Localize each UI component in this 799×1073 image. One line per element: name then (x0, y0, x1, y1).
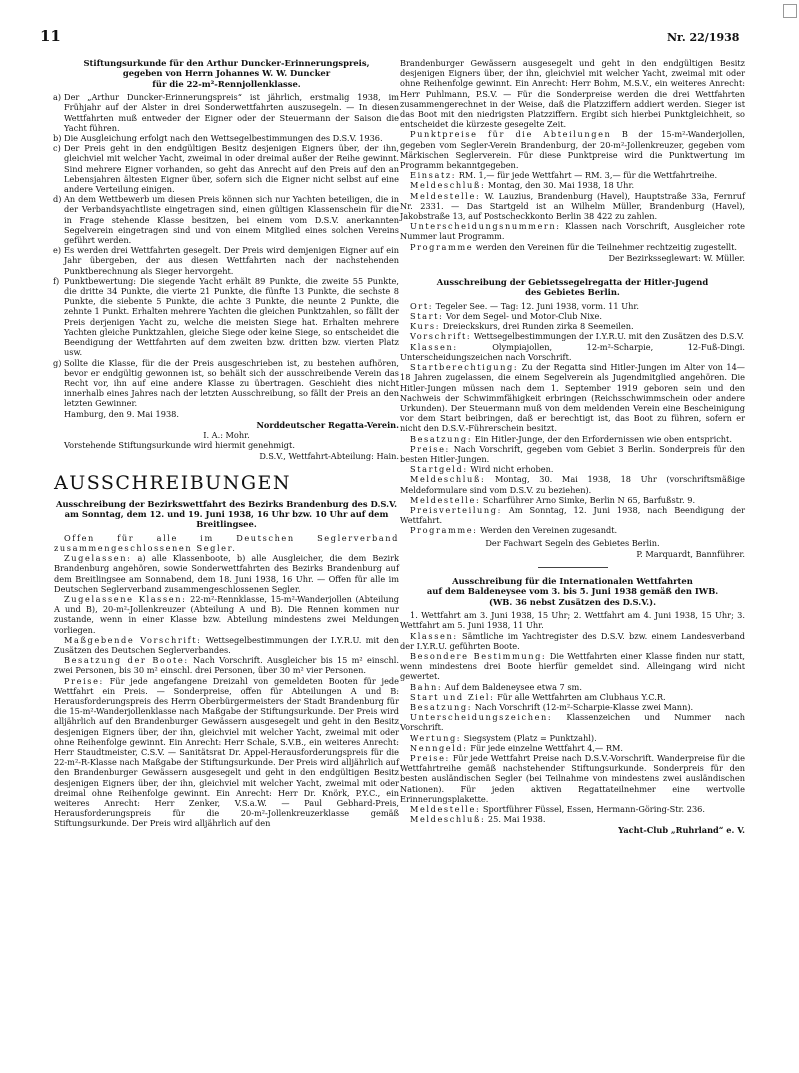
s3-title-line: des Gebietes Berlin. (525, 287, 620, 298)
paragraph-key: Start: (410, 311, 444, 322)
cont-sig: Der Bezirksseglewart: W. Müller. (608, 252, 745, 263)
paragraph-key: Unterscheidungszeichen: (410, 712, 553, 723)
paragraph-key: Startgeld: (410, 464, 468, 475)
paragraph (400, 180, 745, 190)
section-heading: AUSSCHREIBUNGEN (54, 471, 291, 494)
paragraph (400, 753, 745, 804)
paragraph (400, 631, 745, 651)
paragraph (400, 434, 745, 444)
paragraph-text: Montag, den 30. Mai 1938, 18 Uhr. (485, 180, 635, 191)
paragraph (400, 733, 745, 743)
page-number: 11 (40, 27, 61, 45)
paragraph (400, 170, 745, 180)
issue-number: Nr. 22/1938 (667, 31, 740, 44)
paragraph-key: Meldeschluß: (410, 814, 486, 825)
left-column (54, 58, 399, 829)
s3-title (400, 277, 745, 298)
list-item-text: Der Preis geht in den endgültigen Besitz desjenigen Eigners über, der ihn, gleichviel mit welcher Yacht, zweimal in oder dreimal außer der Reihe gewinnt. Sind mehrere Eigner vorhanden, so geht das Anrecht auf den Preis auf den an Lebensjahren ältesten Eigner über, sofern sich die Eigner nicht selbst auf eine andere Verteilung einigen. (64, 143, 399, 195)
paragraph-text: Tegeler See. — Tag: 12. Juni 1938, vorm. 11 Uhr. (433, 300, 639, 311)
paragraph-key: Meldestelle: (410, 190, 481, 201)
paragraph-text: Olympiajollen, 12-m²-Scharpie, 12-Fuß-Dingi. Unterscheidungszeichen nach Vorschrift. (400, 341, 745, 362)
list-item-label: e) (53, 245, 62, 256)
paragraph-key: Start und Ziel: (410, 691, 495, 702)
paragraph-text: Ein Hitler-Junge, der den Erfordernissen wie oben entspricht. (472, 433, 732, 444)
paragraph (54, 655, 399, 675)
paragraph-text: Nach Vorschrift. Ausgleicher bis 15 m² einschl. zwei Personen, bis 30 m² einschl. drei Personen, über 30 m² vier Personen. (54, 655, 400, 676)
cont-text: Brandenburger Gewässern ausgesegelt und geht in den endgültigen Besitz desjenigen Eigners über, der ihn, gleichviel mit welcher Yacht, zweimal mit oder ohne Reihenfolge gewinnt. Ein Anrecht: Herr Bohm, M.S.V., ein weiteres Anrecht: Herr Puhlmann, P.S.V. — Für die Sonderpreise werden die drei Wettfahrten zusammengerechnet in der Weise, daß die Platzziffern addiert werden. Sieger ist das Boot mit den niedrigsten Platzziffern. Ergibt sich hierbei Punktgleichheit, so entscheidet die kürzeste gesegelte Zeit. (400, 58, 745, 130)
paragraph-text: Am Sonntag, 12. Juni 1938, nach Beendigung der Wettfahrt. (400, 504, 745, 526)
paragraph-key: Meldeschluß: (410, 474, 486, 485)
paragraph-key: Preise: (64, 675, 104, 686)
s3-sig2: P. Marquardt, Bannführer. (636, 548, 745, 559)
list-item-text: Sollte die Klasse, für die der Preis ausgeschrieben ist, zu bestehen aufhören, bevor er endgültig gewonnen ist, so behält sich der ausschreibende Verein das Recht vor, ihn auf eine andere Klasse zu übertragen. Geschieht dies nicht innerhalb eines Jahres nach der letzten Ausschreibung, so fällt der Preis an den letzten Gewinner. (64, 357, 399, 409)
paragraph (400, 321, 745, 331)
paragraph-key: Bahn: (410, 681, 443, 692)
paragraph (400, 129, 745, 170)
paragraph-text: Wird nicht erhoben. (467, 464, 554, 475)
paragraph-text: Vor dem Segel- und Motor-Club Nixe. (443, 311, 602, 322)
list-item-label: b) (53, 133, 62, 144)
s4-title-line: auf dem Baldeneysee vom 3. bis 5. Juni 1938 gemäß den IWB. (426, 586, 719, 597)
paragraph-text: werden den Vereinen für die Teilnehmer rechtzeitig zugestellt. (473, 241, 737, 252)
s4-club: Yacht-Club „Ruhrland“ e. V. (618, 825, 745, 836)
paragraph-text: Für alle Wettfahrten am Clubhaus Y.C.R. (494, 691, 666, 702)
s1-title-line: für die 22-m²-Rennjollenklasse. (152, 78, 301, 89)
s1-approve: Vorstehende Stiftungsurkunde wird hiermit genehmigt. (64, 440, 295, 451)
paragraph-key: Programme (410, 241, 474, 252)
paragraph-text: Zu der Regatta sind Hitler-Jungen im Alter von 14—18 Jahren zugelassen, die einem Segelverein als Jugendmitglied angehören. Die Hitler-Jungen müssen nach dem 1. September 1919 geboren sein und den Nachweis der Schwimmfähigkeit erbringen (Reichsschwimmschein oder andere Urkunden). Der Steuermann muß von dem meldenden Verein eine Bescheinigung vor dem Start beibringen, daß er berechtigt ist, das Boot zu führen, sofern er nicht den D.S.V.-Führerschein besitzt. (400, 362, 745, 434)
paragraph (54, 594, 399, 635)
paragraph-text: Sportführer Füssel, Essen, Hermann-Göring-Str. 236. (480, 804, 705, 815)
s4-title-line: Ausschreibung für die Internationalen Wettfahrten (452, 575, 693, 586)
paragraph-text: Nach Vorschrift (12-m²-Scharpie-Klasse zwei Mann). (472, 702, 694, 712)
s3-paras (400, 301, 745, 536)
paragraph (400, 682, 745, 692)
paragraph (400, 702, 745, 712)
paragraph (400, 743, 745, 753)
paragraph-key: Klassen: (410, 341, 458, 352)
corner-mark (783, 4, 797, 18)
list-item-text: Der „Arthur Duncker-Erinnerungspreis“ ist jährlich, erstmalig 1938, im Frühjahr auf der Alster in drei Sonderwettfahrten auszusegeln. — In diesen Wettfahrten muß entweder der Eigner oder der Steuermann der Saison die Yacht führen. (64, 92, 399, 133)
divider (538, 567, 608, 568)
paragraph-key: Preise: (410, 443, 450, 454)
paragraph-text: Nach Vorschrift, gegeben vom Gebiet 3 Berlin. Sonderpreis für den besten Hitler-Jungen. (400, 443, 745, 464)
paragraph (400, 651, 745, 682)
s1-title (54, 58, 399, 89)
paragraph-text: Für jede einzelne Wettfahrt 4,— RM. (467, 742, 623, 753)
paragraph-key: Punktpreise für die Abteilungen B (410, 129, 630, 140)
paragraph (400, 362, 745, 433)
list-item-label: d) (53, 194, 62, 205)
list-item-text: Es werden drei Wettfahrten gesegelt. Der Preis wird demjenigen Eigner auf ein Jahr übergeben, der aus diesen Wettfahrten nach der nachstehenden Punktberechnung als Sieger hervorgeht. (64, 245, 399, 276)
paragraph (400, 495, 745, 505)
paragraph (400, 712, 745, 732)
list-item-text: Punktbewertung: Die siegende Yacht erhält 89 Punkte, die zweite 55 Punkte, die dritte 34 Punkte, die vierte 21 Punkte, die fünfte 13 Punkte, die sechste 8 Punkte, die siebente 5 Punkte, die achte 3 Punkte, die neunte 2 Punkte, die zehnte 1 Punkt. Erhalten mehrere Yachten die gleichen Punktzahlen, so fällt der Preis derjenigen Yacht zu, welche die meisten Siege hat. Erhalten mehrere Yachten gleiche Punktzahlen, gleiche Siege oder keine Siege, so entscheidet die Beendigung der Wettfahrten auf dem zweiten bzw. dritten bzw. vierten Platz usw. (64, 275, 399, 358)
s4-title (400, 576, 745, 607)
cont-paras (400, 129, 745, 251)
paragraph-key: Startberechtigung: (410, 362, 519, 373)
paragraph-key: Unterscheidungsnummern: (410, 221, 561, 232)
paragraph-text: Klassenzeichen und Nummer nach Vorschrift. (400, 712, 745, 733)
paragraph (400, 342, 745, 362)
paragraph-text: Wettsegelbestimmungen der I.Y.R.U. mit den Zusätzen des Deutschen Seglerverbandes. (54, 634, 399, 655)
paragraph-key: Besatzung der Boote: (64, 655, 189, 666)
paragraph (400, 692, 745, 702)
s2-title: Ausschreibung der Bezirkswettfahrt des Bezirks Brandenburg des D.S.V. am Sonntag, dem 12. und 19. Juni 1938, 16 Uhr bzw. 10 Uhr auf dem Breitlingsee. (55, 498, 398, 530)
list-item (54, 194, 399, 245)
s1-date: Hamburg, den 9. Mai 1938. (64, 408, 179, 419)
paragraph (400, 525, 745, 535)
s3-title-line: Ausschreibung der Gebietssegelregatta der Hitler-Jugend (436, 277, 709, 288)
paragraph-text: Montag, 30. Mai 1938, 18 Uhr (vorschriftsmäßige Meldeformulare sind vom D.S.V. zu beziehen). (400, 474, 745, 495)
s3-sig1: Der Fachwart Segeln des Gebietes Berlin. (485, 537, 660, 548)
paragraph-text: Wettsegelbestimmungen der I.Y.R.U. mit den Zusätzen des D.S.V. (471, 331, 744, 342)
paragraph (400, 814, 745, 824)
paragraph (400, 311, 745, 321)
paragraph-key: Kurs: (410, 321, 441, 332)
s1-items (54, 92, 399, 408)
paragraph-text: Die Wettfahrten einer Klasse finden nur statt, wenn mindestens drei Boote hierfür gemeldet sind. Alleingang wird nicht gewertet. (400, 650, 745, 682)
paragraph (400, 474, 745, 494)
s4-intro: 1. Wettfahrt am 3. Juni 1938, 15 Uhr; 2. Wettfahrt am 4. Juni 1938, 15 Uhr; 3. Wettfahrt am 5. Juni 1938, 11 Uhr. (400, 610, 745, 631)
paragraph-text: Scharführer Arno Simke, Berlin N 65, Barfußstr. 9. (480, 494, 696, 505)
paragraph-text: 22-m²-Rennklasse, 15-m²-Wanderjollen (Abteilung A und B), 20-m²-Jollenkreuzer (Abteilung A und B). Die Rennen kommen nur zustande, wenn in einer Klasse bzw. Abteilung mindestens zwei Meldungen vorliegen. (54, 593, 399, 635)
paragraph-key: Maßgebende Vorschrift: (64, 634, 202, 645)
list-item (54, 276, 399, 358)
paragraph-text: 25. Mai 1938. (485, 814, 546, 825)
right-column (400, 58, 745, 836)
paragraph-key: Zugelassen: (64, 553, 132, 564)
s2-paras (54, 553, 399, 828)
paragraph-text: a) alle Klassenboote, b) alle Ausgleicher, die dem Bezirk Brandenburg angehören, sowie Sonderwettfahrten des Bezirks Brandenburg auf dem Breitlingsee am Sonnabend, dem 18. Juni 1938, 16 Uhr. — Offen für alle im Deutschen Seglerverband zusammengeschlossenen Segler. (54, 553, 399, 594)
paragraph-key: Besatzung: (410, 433, 473, 444)
s1-ia: I. A.: Mohr. (203, 429, 250, 440)
paragraph-text: Für jede angefangene Dreizahl von gemeldeten Booten für jede Wettfahrt ein Preis. — Sonderpreise, offen für Abteilungen A und B: Herausforderungspreis des Herrn Oberbürgermeisters der Stadt Brandenburg für die 15-m²-Wanderjollenklasse nach Maßgabe der Stiftungsurkunde. Der Preis wird alljährlich auf den Brandenburger Gewässern ausgesegelt und geht in den Besitz desjenigen Eigners über, der ihn, gleichviel mit welcher Yacht, zweimal mit oder ohne Reihenfolge gewinnt. Ein Anrecht: Herr Schale, S.V.B., ein weiteres Anrecht: Herr Staudtmeister, C.S.V. — Sanitätsrat Dr. Appel-Herausforderungspreis für die 22-m²-R-Klasse nach Maßgabe der Stiftungsurkunde. Der Preis wird alljährlich auf den Brandenburger Gewässern ausgesegelt und geht in den endgültigen Besitz desjenigen Eigners über, der ihn, gleichviel mit welcher Yacht, zweimal mit oder dreimal ohne Reihenfolge gewinnt. Ein Anrecht: Herr Dr. Knörk, P.Y.C., ein weiteres Anrecht: Herr Zenker, V.S.a.W. — Paul Gebhard-Preis, Herausforderungspreis für die 20-m²-Jollenkreuzerklasse gemäß Stiftungsurkunde. Der Preis wird alljährlich auf den (54, 675, 399, 829)
s1-dsv: D.S.V., Wettfahrt-Abteilung: Hain. (259, 451, 399, 462)
paragraph-key: Programme: (410, 525, 478, 536)
list-item-text: Die Ausgleichung erfolgt nach den Wettsegelbestimmungen des D.S.V. 1936. (64, 133, 383, 144)
paragraph-key: Zugelassene Klassen: (64, 593, 187, 604)
paragraph (400, 505, 745, 525)
paragraph-text: Werden den Vereinen zugesandt. (477, 525, 618, 536)
paragraph-key: Preisverteilung: (410, 504, 502, 515)
paragraph-text: RM. 1,— für jede Wettfahrt — RM. 3,— für die Wettfahrtreihe. (456, 170, 718, 181)
paragraph (400, 301, 745, 311)
paragraph-key: Besondere Bestimmung: (410, 650, 547, 661)
paragraph-key: Einsatz: (410, 170, 457, 181)
paragraph (400, 221, 745, 241)
s1-title-line: gegeben von Herrn Johannes W. W. Duncker (122, 68, 331, 79)
list-item (54, 143, 399, 194)
paragraph-key: Preise: (410, 753, 450, 764)
list-item-label: a) (53, 92, 62, 103)
paragraph-key: Klassen: (410, 630, 458, 641)
paragraph-text: Sämtliche im Yachtregister des D.S.V. bzw. einem Landesverband der I.Y.R.U. geführten Boote. (400, 630, 745, 651)
s1-club: Norddeutscher Regatta-Verein. (256, 419, 399, 430)
list-item (54, 133, 399, 143)
list-item-label: c) (53, 143, 61, 154)
list-item (54, 92, 399, 133)
list-item-label: g) (53, 357, 62, 368)
s1-title-line: Stiftungsurkunde für den Arthur Duncker-Erinnerungspreis, (83, 58, 370, 68)
paragraph-text: Für jede Wettfahrt Preise nach D.S.V.-Vorschrift. Wanderpreise für die Wettfahrtreihe gemäß nachstehender Stiftungsurkunde. Sonderpreis für den besten ausländischen Segler (bei Teilnahme von mindestens zwei ausländischen Nationen). Für jeden aktiven Regattateilnehmer eine wertvolle Erinnerungsplakette. (400, 753, 745, 804)
paragraph-key: Meldeschluß: (410, 180, 486, 191)
paragraph (400, 464, 745, 474)
paragraph-key: Vorschrift: (410, 331, 472, 342)
paragraph (400, 242, 745, 252)
paragraph (54, 676, 399, 829)
paragraph-text: Klassen nach Vorschrift, Ausgleicher rote Nummer laut Programm. (400, 221, 745, 242)
paragraph-text: Dreieckskurs, drei Runden zirka 8 Seemeilen. (440, 321, 634, 332)
paragraph (400, 331, 745, 341)
paragraph (54, 635, 399, 655)
list-item (54, 358, 399, 409)
s4-title-line: (WB. 36 nebst Zusätzen des D.S.V.). (488, 596, 657, 607)
list-item-text: An dem Wettbewerb um diesen Preis können sich nur Yachten beteiligen, die in der Verbandsyachtliste eingetragen sind, einen gültigen Klassenschein für die in Frage stehende Klasse besitzen, bei einem vom D.S.V. anerkannten Segelverein eingetragen sind und von einem Mitglied eines solchen Vereins geführt werden. (64, 194, 399, 246)
paragraph (400, 804, 745, 814)
s4-paras (400, 631, 745, 825)
paragraph-text: Auf dem Baldeneysee etwa 7 sm. (442, 681, 582, 692)
paragraph (400, 191, 745, 222)
paragraph (54, 553, 399, 594)
paragraph-key: Ort: (410, 300, 434, 311)
paragraph-key: Meldestelle: (410, 494, 481, 505)
paragraph-key: Besatzung: (410, 702, 473, 712)
paragraph-text: Siegsystem (Platz = Punktzahl). (461, 732, 597, 743)
paragraph (400, 444, 745, 464)
list-item-label: f) (53, 275, 60, 286)
paragraph-key: Nenngeld: (410, 742, 468, 753)
paragraph-key: Meldestelle: (410, 804, 481, 815)
s2-intro: Offen für alle im Deutschen Seglerverband zusammengeschlossenen Segler. (54, 532, 399, 553)
paragraph-text: W. Lauzius, Brandenburg (Havel), Hauptstraße 33a, Fernruf Nr. 2331. — Das Startgeld ist an Wilhelm Müller, Brandenburg (Havel), Jakobstraße 13, auf Postscheckkonto Berlin 38 422 zu zahlen. (400, 190, 745, 222)
list-item (54, 245, 399, 276)
paragraph-key: Wertung: (410, 732, 462, 743)
paragraph-text: der 15-m²-Wanderjollen, gegeben vom Segler-Verein Brandenburg, der 20-m²-Jollenkreuzer, gegeben vom Märkischen Seglerverein. Für diese Punktpreise wird die Punktwertung im Programm bekanntgegeben. (400, 129, 745, 171)
